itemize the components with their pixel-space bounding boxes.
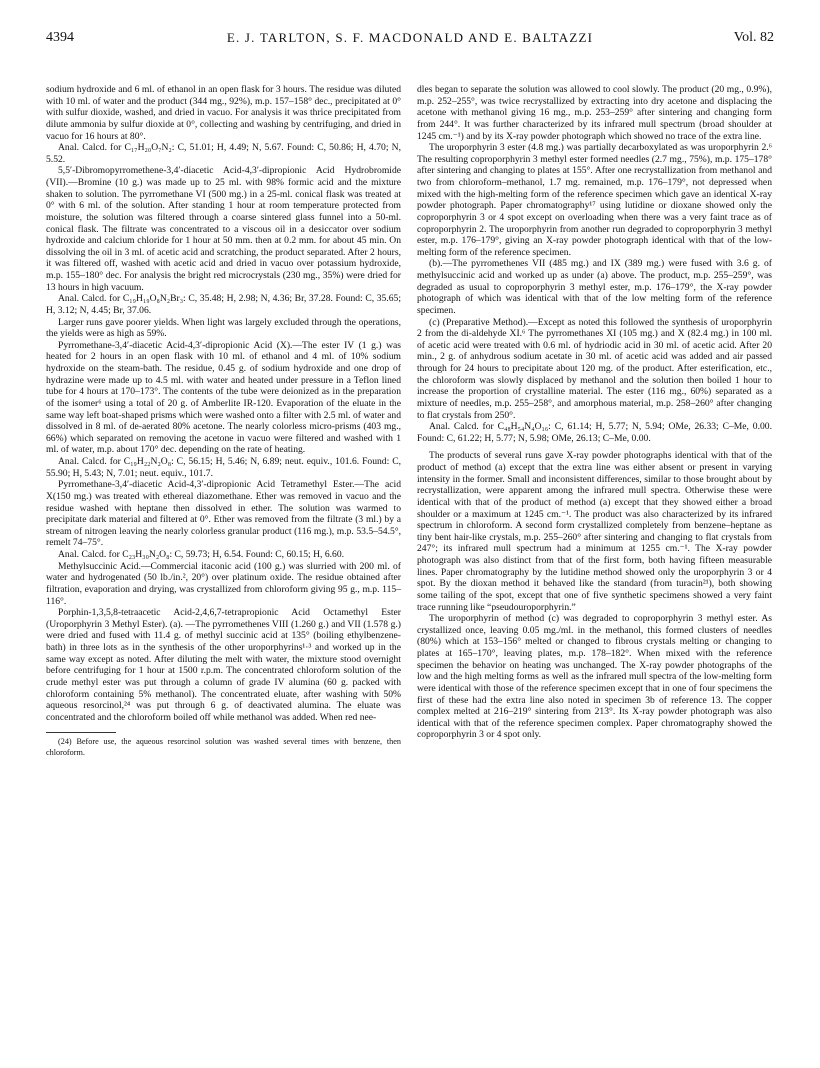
- footnote: (24) Before use, the aqueous resorcinol solution was washed several times with benzene, then chloroform.: [46, 737, 401, 757]
- paragraph: (c) (Preparative Method).—Except as noted this followed the synthesis of uroporphyrin 2 from the di-aldehyde XI.⁶ The pyrromethanes XI (105 mg.) and X (82.4 mg.) in 100 ml. of acetic acid were treated with 0.6 ml. of hydriodic acid in 30 ml. of acetic acid. After 20 min., 2 g. of anhydrous sodium acetate in 30 ml. of acetic acid was added and air passed through for 24 hours to precipitate about 120 mg. of the product. After esterification, etc., the chloroform was slowly displaced by methanol and the solution then boiled 1 hour to increase the proportion of crystalline material. The ester (116 mg., 60%) separated as a mixture of needles, m.p. 255–258°, and amorphous material, m.p. 258–260° after changing to flat crystals from 250°.: [417, 316, 772, 421]
- paragraph: dles began to separate the solution was allowed to cool slowly. The product (20 mg., 0.9%), m.p. 252–255°, was twice recrystallized by extracting into dry acetone and displacing the acetone with methanol giving 16 mg., m.p. 253–259° after sintering and changing form from 244°. It was further characterized by its infrared mull spectrum (broad shoulder at 1245 cm.⁻¹) and by its X-ray powder photograph which showed no trace of the extra line.: [417, 84, 772, 142]
- paragraph: Methylsuccinic Acid.—Commercial itaconic acid (100 g.) was slurried with 200 ml. of water and hydrogenated (50 lb./in.², 20°) over platinum oxide. The residue obtained after filtration, evaporation and drying, was crystallized from chloroform giving 95 g., m.p. 115–116°.: [46, 560, 401, 607]
- paragraph: 5,5′-Dibromopyrromethene-3,4′-diacetic Acid-4,3′-dipropionic Acid Hydrobromide (VII).—Bromine (10 g.) was made up to 25 ml. with 98% formic acid and the mixture shaken to solution. The pyrromethane VI (500 mg.) in a 25-ml. conical flask was treated at 0° with 6 ml. of the solution. After standing 1 hour at room temperature protected from moisture, the solution was filtered through a coarse sintered glass funnel into a 50-ml. conical flask. The filtrate was concentrated to a viscous oil in a desiccator over sodium hydroxide and calcium chloride for 1 hour at 50 mm. then at 0.2 mm. for about 45 min. On dissolving the oil in 3 ml. of acetic acid and scratching, the product separated. After 2 hours, it was filtered off, washed with acetic acid and dried in vacuo over potassium hydroxide, m.p. 155–180° dec. For analysis the bright red microcrystals (230 mg., 35%) were dried for 13 hours in high vacuum.: [46, 165, 401, 293]
- paragraph: Porphin-1,3,5,8-tetraacetic Acid-2,4,6,7-tetrapropionic Acid Octamethyl Ester (Uroporphyrin 3 Methyl Ester). (a). —The pyrromethenes VIII (1.260 g.) and VII (1.578 g.) were dried and fused with 11.4 g. of methyl succinic acid at 135° (boiling ethylbenzene-bath) in three lots as in the synthesis of the other uroporphyrins¹·³ and worked up in the same way except as noted. After diluting the melt with water, the mixture stood overnight before centrifuging for 1 hour at 1500 r.p.m. The concentrated chloroform solution of the crude methyl ester was put through a column of grade IV alumina (60 g. packed with chloroform containing 5% methanol). The concentrated eluate, after washing with 50% aqueous resorcinol,²⁴ was put through 6 g. of deactivated alumina. The eluate was concentrated and the chloroform boiled off while methanol was added. When red nee-: [46, 607, 401, 723]
- paragraph: The products of several runs gave X-ray powder photographs identical with that of the product of method (a) except that the extra line was either absent or present in varying intensity in the former. Small and inconsistent differences, similar to those brought about by recrystallization, were apparent among the infrared mull spectra. Otherwise these were identical with that of the product of method (a) except that they showed either a broad shoulder or a maximum at 1245 cm.⁻¹. The product was also characterized by its infrared spectrum in chloroform. A second form crystallized completely from benzene–heptane as tiny bent hair-like crystals, m.p. 255–260° after sintering and changing to flat crystals from 247°; its infrared mull spectrum had a minimum at 1255 cm.⁻¹. The X-ray powder photograph was also distinct from that of the first form, both having fifteen measurable lines. Paper chromatography by the lutidine method showed only the uroporphyrin 3 or 4 spot. By the dioxan method it behaved like the standard (from turacin²¹), both showing some tailing of the spot, except that one of five synthetic specimens showed a very faint trace running like “pseudouroporphyrin.”: [417, 450, 772, 613]
- paragraph: Anal. Calcd. for C₁₉H₁₉O₈N₂Br₃: C, 35.48; H, 2.98; N, 4.36; Br, 37.28. Found: C, 35.65; H, 3.12; N, 4.45; Br, 37.06.: [46, 293, 401, 316]
- page-number: 4394: [46, 30, 74, 45]
- paragraph: Pyrromethane-3,4′-diacetic Acid-4,3′-dipropionic Acid Tetramethyl Ester.—The acid X(150 mg.) was treated with ethereal diazomethane. Ether was removed in vacuo and the residue washed with heptane then dissolved in ether. The solution was warmed to precipitate dark material and filtered at 0°. Ether was removed from the filtrate (3 ml.) by a stream of nitrogen leaving the nearly colorless granular product (116 mg.), m.p. 53.5–54.5°, remelt 74–75°.: [46, 479, 401, 549]
- paragraph: sodium hydroxide and 6 ml. of ethanol in an open flask for 3 hours. The residue was diluted with 10 ml. of water and the product (344 mg., 92%), m.p. 157–158° dec., precipitated at 0° with sulfur dioxide, washed, and dried in vacuo. For analysis it was thrice precipitated from dilute ammonia by sulfur dioxide at 0°, collecting and washing by centrifuging, and dried in vacuo for 16 hours at 80°.: [46, 84, 401, 142]
- paragraph: Anal. Calcd. for C₁₉H₂₂N₂O₈: C, 56.15; H, 5.46; N, 6.89; neut. equiv., 101.6. Found: C, 55.90; H, 5.43; N, 7.01; neut. equiv., 101.7.: [46, 456, 401, 479]
- left-column: [46, 84, 401, 758]
- paragraph: (b).—The pyrromethenes VII (485 mg.) and IX (389 mg.) were fused with 3.6 g. of methylsuccinic acid and worked up as under (a) above. The product, m.p. 255–259°, was degraded as usual to coproporphyrin 3 methyl ester, m.p. 176–179°, the X-ray powder photograph of which was identical with that of the low melting form of the reference specimen.: [417, 258, 772, 316]
- page-header: [46, 30, 774, 54]
- footnote-rule: [46, 732, 116, 733]
- paragraph: Anal. Calcd. for C₄₈H₅₄N₄O₁₆: C, 61.14; H, 5.77; N, 5.94; OMe, 26.33; C–Me, 0.00. Found: C, 61.22; H, 5.77; N, 5.98; OMe, 26.13; C–Me, 0.00.: [417, 421, 772, 444]
- running-head-authors: E. J. TARLTON, S. F. MACDONALD AND E. BALTAZZI: [226, 30, 594, 45]
- paragraph: The uroporphyrin 3 ester (4.8 mg.) was partially decarboxylated as was uroporphyrin 2.⁶ The resulting coproporphyrin 3 methyl ester formed needles (2.7 mg., 75%), m.p. 175–178° after sintering and changing to plates at 155°. After one recrystallization from methanol and two from chloroform–methanol, 1.7 mg. remained, m.p. 176–179°, not depressed when mixed with the high-melting form of the reference specimen which gave an identical X-ray powder photograph. Paper chromatography¹⁷ using lutidine or dioxane showed only the coproporphyrin 3 or 4 spot except on overloading when there was a very faint trace as of coproporphyrin 2. The uroporphyrin from another run degraded to coproporphyrin 3 methyl ester, m.p. 176–179°, giving an X-ray powder photograph identical with that of the low-melting form of the reference specimen.: [417, 142, 772, 258]
- paragraph: Anal. Calcd. for C₁₇H₂₀O₇N₂: C, 51.01; H, 4.49; N, 5.67. Found: C, 50.86; H, 4.70; N, 5.52.: [46, 142, 401, 165]
- paragraph: Pyrromethane-3,4′-diacetic Acid-4,3′-dipropionic Acid (X).—The ester IV (1 g.) was heated for 2 hours in an open flask with 10 ml. of ethanol and 4 ml. of 10% sodium hydroxide on the steam-bath. The residue, 0.45 g. of sodium hydroxide and one drop of hydrazine were made up to 4.5 ml. with water and heated under pressure in a Teflon lined tube for 4 hours at 170–173°. The contents of the tube were deionized as in the preparation of the isomer⁶ using a total of 20 g. of Amberlite IR-120. Evaporation of the eluate in the same way left boat-shaped prisms which were washed onto a filter with 2.5 ml. of water and dissolved in 8 ml. of de-aerated 80% acetone. The nearly colorless micro-prisms (403 mg., 66%) which separated on removing the acetone in vacuo were filtered and washed with 1 ml. of water, m.p. about 170° dec. depending on the rate of heating.: [46, 339, 401, 456]
- paragraph: Larger runs gave poorer yields. When light was largely excluded through the operations, the yields were as high as 59%.: [46, 316, 401, 340]
- paragraph: The uroporphyrin of method (c) was degraded to coproporphyrin 3 methyl ester. As crystallized once, leaving 0.05 mg./ml. in the methanol, this formed clusters of needles (80%) which at 153–156° melted or changed to fibrous crystals melting or changing to plates at 165–170°, leaving plates, m.p. 178–182°. When mixed with the reference specimen the behavior on heating was unchanged. The X-ray powder photographs of the low and the high melting forms as well as the infrared mull spectra of the low-melting form were identical with those of the reference specimen except that in one of four specimens the first of these had the extra line also noted in specimen 3b of reference 13. The copper complex melted at 216–219° sintering from 213°. Its X-ray powder photograph was also identical with that of the reference specimen complex. Paper chromatography showed the coproporphyrin 3 or 4 spot only.: [417, 613, 772, 741]
- right-column: [417, 84, 772, 741]
- paragraph: Anal. Calcd. for C₂₃H₃₀N₂O₈: C, 59.73; H, 6.54. Found: C, 60.15; H, 6.60.: [58, 549, 345, 560]
- volume-label: Vol. 82: [733, 30, 774, 45]
